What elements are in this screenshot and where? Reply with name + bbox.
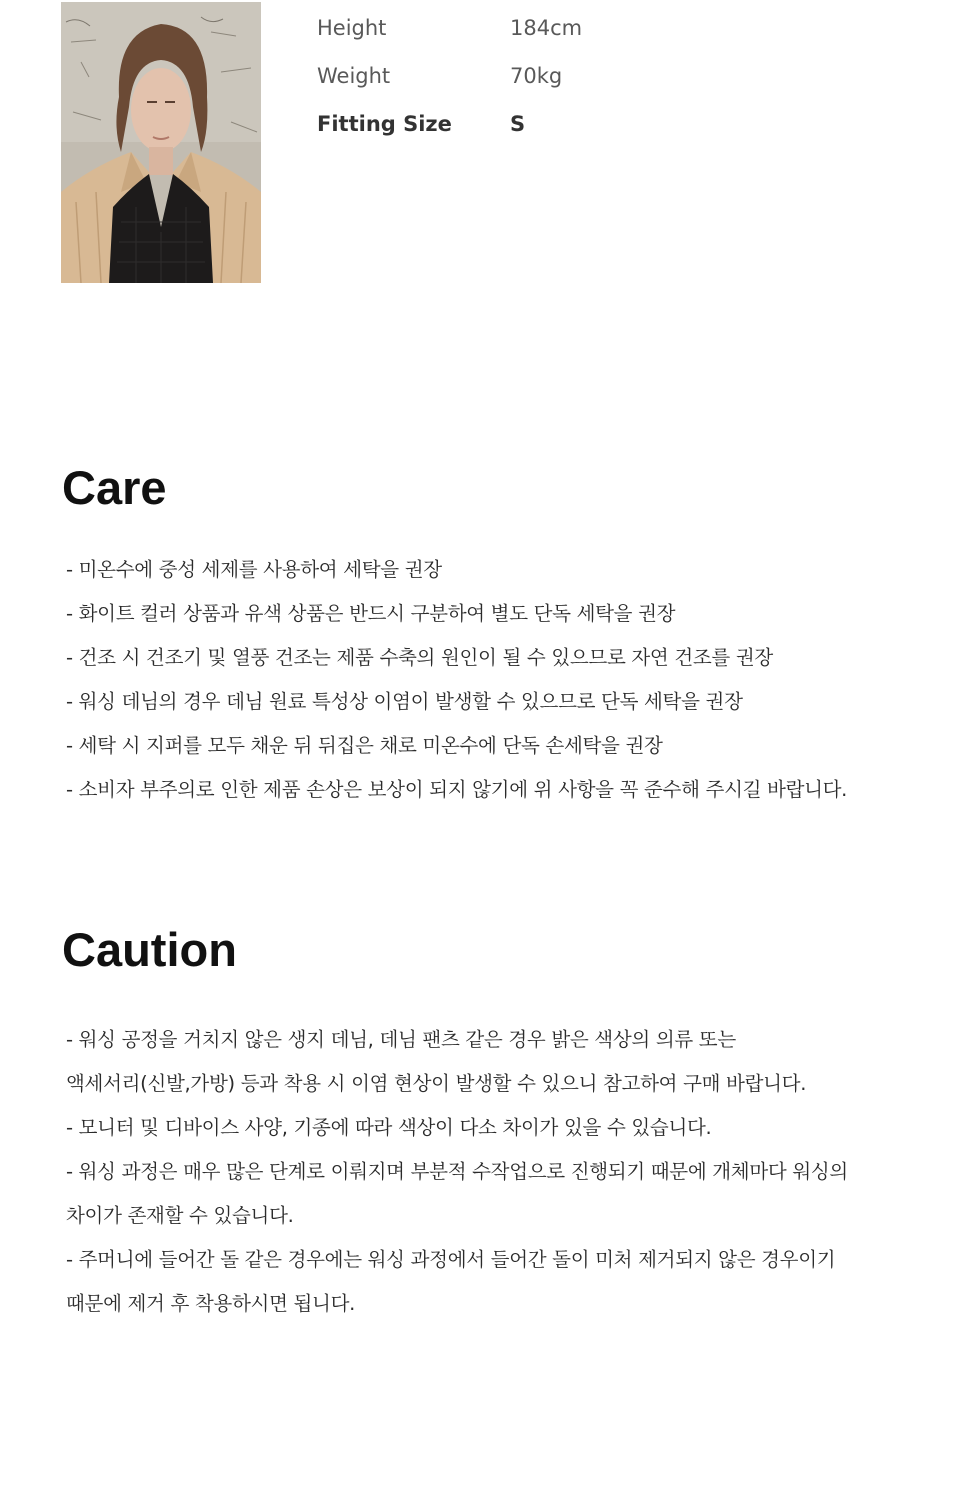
caution-heading: Caution: [62, 923, 237, 976]
caution-item: 때문에 제거 후 착용하시면 됩니다.: [66, 1292, 356, 1315]
spec-value: 184cm: [510, 16, 583, 40]
caution-item: - 워싱 공정을 거치지 않은 생지 데님, 데님 팬츠 같은 경우 밝은 색상의 의류 또는: [66, 1028, 736, 1051]
model-spec-table: [317, 4, 717, 148]
spec-row-weight: [317, 52, 717, 100]
caution-item: - 워싱 과정은 매우 많은 단계로 이뤄지며 부분적 수작업으로 진행되기 때문에 개체마다 워싱의: [66, 1160, 848, 1183]
spec-label: Weight: [317, 64, 391, 88]
model-photo: [61, 2, 261, 283]
caution-item: - 모니터 및 디바이스 사양, 기종에 따라 색상이 다소 차이가 있을 수 있습니다.: [66, 1116, 712, 1139]
care-item: - 워싱 데님의 경우 데님 원료 특성상 이염이 발생할 수 있으므로 단독 세탁을 권장: [66, 690, 743, 713]
spec-value: S: [510, 112, 526, 136]
caution-list: [66, 1018, 896, 1326]
caution-item: 차이가 존재할 수 있습니다.: [66, 1204, 294, 1227]
spec-value: 70kg: [510, 64, 563, 88]
care-item: - 미온수에 중성 세제를 사용하여 세탁을 권장: [66, 558, 442, 581]
care-item: - 건조 시 건조기 및 열풍 건조는 제품 수축의 원인이 될 수 있으므로 자연 건조를 권장: [66, 646, 773, 669]
spec-label: Height: [317, 16, 387, 40]
care-item: - 세탁 시 지퍼를 모두 채운 뒤 뒤집은 채로 미온수에 단독 손세탁을 권장: [66, 734, 663, 757]
spec-row-height: [317, 4, 717, 52]
care-item: - 소비자 부주의로 인한 제품 손상은 보상이 되지 않기에 위 사항을 꼭 준수해 주시길 바랍니다.: [66, 778, 848, 801]
caution-item: 액세서리(신발,가방) 등과 착용 시 이염 현상이 발생할 수 있으니 참고하여 구매 바랍니다.: [66, 1072, 807, 1095]
care-item: - 화이트 컬러 상품과 유색 상품은 반드시 구분하여 별도 단독 세탁을 권장: [66, 602, 676, 625]
spec-row-fitting-size: [317, 100, 717, 148]
care-heading: Care: [62, 461, 167, 514]
spec-label: Fitting Size: [317, 112, 452, 136]
caution-item: - 주머니에 들어간 돌 같은 경우에는 워싱 과정에서 들어간 돌이 미처 제거되지 않은 경우이기: [66, 1248, 836, 1271]
care-list: [66, 548, 896, 812]
